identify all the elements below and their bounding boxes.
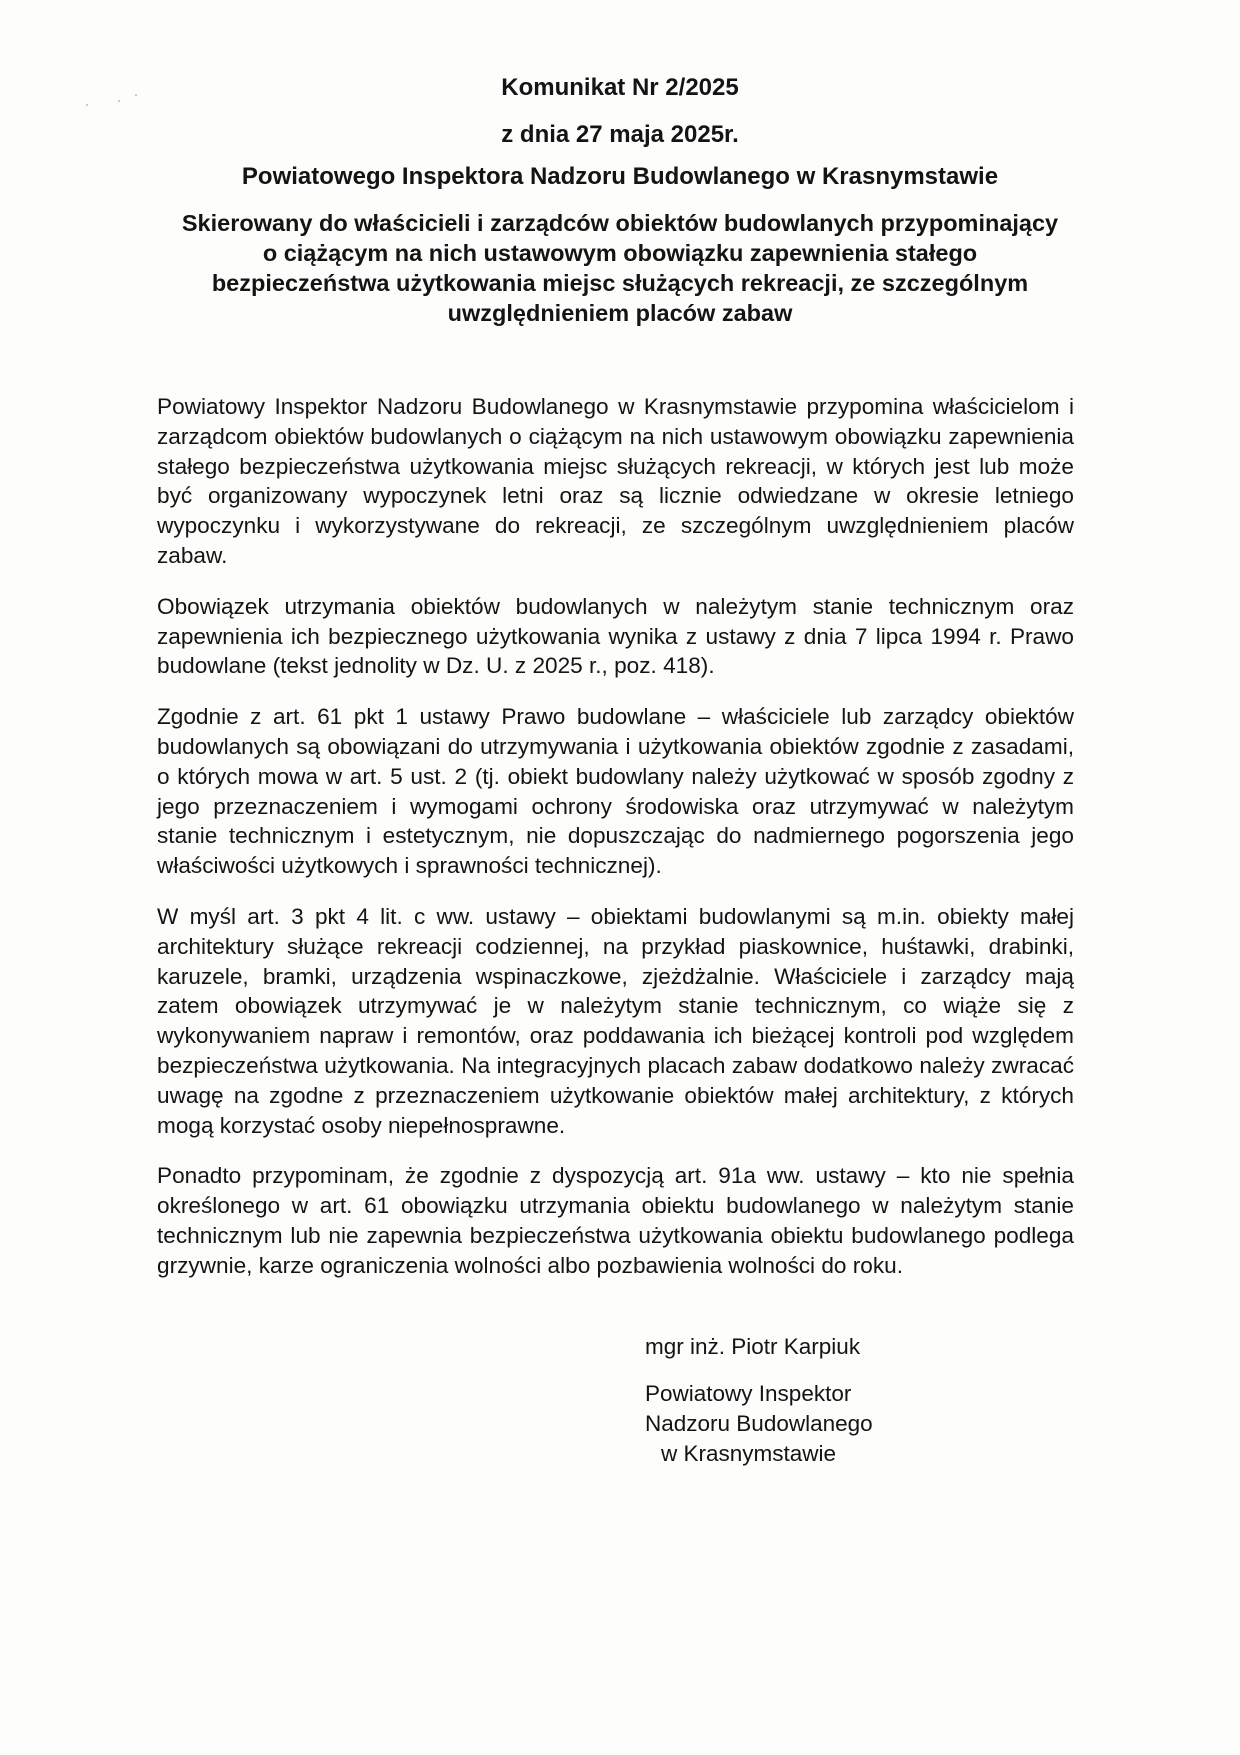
subject-line: bezpieczeństwa użytkowania miejsc służących rekreacji, ze szczególnym [211,270,1029,296]
document-body [157,392,1074,1302]
paragraph-art-3: W myśl art. 3 pkt 4 lit. c ww. ustawy – obiektami budowlanymi są m.in. obiekty małej architektury służące rekreacji codziennej, na przykład piaskownice, huśtawki, drabinki, karuzele, bramki, urządzenia wspinaczkowe, zjeżdżalnie. Właściciele i zarządcy mają zatem obowiązek utrzymywać je w należytym stanie technicznym, co wiąże się z wykonywaniem napraw i remontów, oraz poddawania ich bieżącej kontroli pod względem bezpieczeństwa użytkowania. Na integracyjnych placach zabaw dodatkowo należy zwracać uwagę na zgodne z przeznaczeniem użytkowanie obiektów małej architektury, z których mogą korzystać osoby niepełnosprawne. [157,903,1074,1138]
scan-speck [86,104,88,106]
signatory-title-line: Nadzoru Budowlanego [645,1411,873,1436]
signatory-title-line: Powiatowy Inspektor [645,1381,852,1406]
signatory-name: mgr inż. Piotr Karpiuk [645,1334,861,1359]
paragraph-reminder: Powiatowy Inspektor Nadzoru Budowlanego w Krasnymstawie przypomina właścicielom i zarządcom obiektów budowlanych o ciążącym na nich ustawowym obowiązku zapewnienia stałego bezpieczeństwa użytkowania miejsc służących rekreacji, w których jest lub może być organizowany wypoczynek letni oraz są licznie odwiedzane w okresie letniego wypoczynku i wykorzystywane do rekreacji, ze szczególnym uwzględnieniem placów zabaw. [157,394,1074,568]
communique-date: z dnia 27 maja 2025r. [501,121,739,148]
subject-line: uwzględnieniem placów zabaw [447,300,793,326]
paragraph-art-61: Zgodnie z art. 61 pkt 1 ustawy Prawo budowlane – właściciele lub zarządcy obiektów budowlanych są obowiązani do utrzymywania i użytkowania obiektów zgodnie z zasadami, o których mowa w art. 5 ust. 2 (tj. obiekt budowlany należy użytkować w sposób zgodny z jego przeznaczeniem i wymogami ochrony środowiska oraz utrzymywać w należytym stanie technicznym i estetycznym, nie dopuszczając do nadmiernego pogorszenia jego właściwości użytkowych i sprawności technicznej). [157,704,1074,879]
signatory-title [645,1379,873,1469]
subject-line: o ciążącym na nich ustawowym obowiązku zapewnienia stałego [262,240,978,266]
paragraph-legal-basis: Obowiązek utrzymania obiektów budowlanych w należytym stanie technicznym oraz zapewnienia ich bezpiecznego użytkowania wynika z ustawy z dnia 7 lipca 1994 r. Prawo budowlane (tekst jednolity w Dz. U. z 2025 r., poz. 418). [157,593,1074,679]
communique-number: Komunikat Nr 2/2025 [501,74,739,101]
subject-heading [150,208,1090,328]
signatory-title-line: w Krasnymstawie [661,1441,837,1466]
signature-block [645,1332,873,1469]
issuer-line: Powiatowego Inspektora Nadzoru Budowlanego w Krasnymstawie [241,163,999,190]
paragraph-art-91a: Ponadto przypominam, że zgodnie z dyspozycją art. 91a ww. ustawy – kto nie spełnia określonego w art. 61 obowiązku utrzymania obiektu budowlanego w należytym stanie technicznym lub nie zapewnia bezpieczeństwa użytkowania obiektu budowlanego podlega grzywnie, karze ograniczenia wolności albo pozbawienia wolności do roku. [157,1163,1074,1278]
subject-line: Skierowany do właścicieli i zarządców obiektów budowlanych przypominający [181,210,1059,236]
